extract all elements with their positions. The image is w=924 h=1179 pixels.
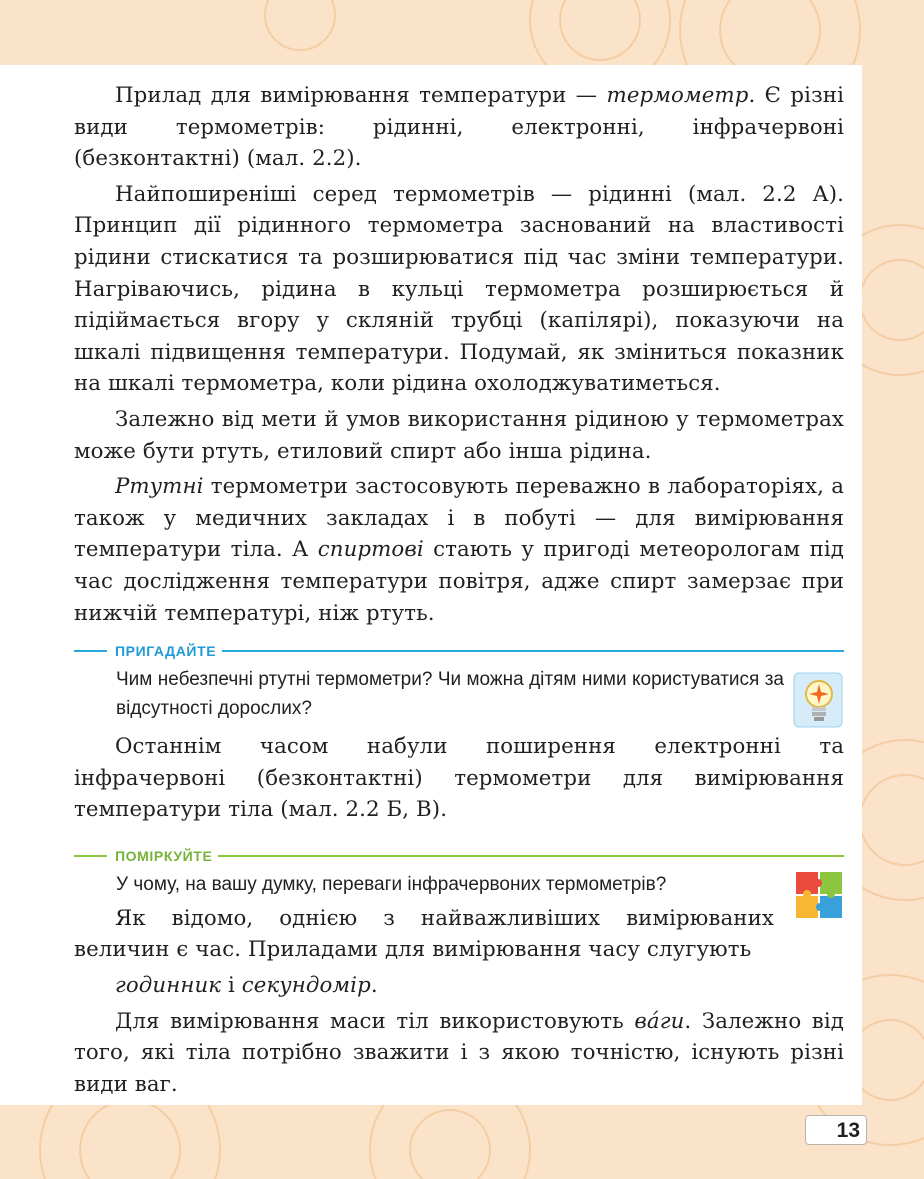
think-header [74,848,844,864]
paragraph: Для вимірювання маси тіл використовують вáги. Залежно від того, які тіла потрібно зважити і з якою точністю, існують різні види ваг. [74,1008,845,1097]
remember-header [74,643,844,659]
think-title: ПОМІРКУЙТЕ [115,847,213,864]
paragraph: Останнім часом набули поширення електронні та інфрачервоні (безконтактні) термометри для вимірювання температури тіла (мал. 2.2 Б, В). [74,734,844,823]
page-number: 13 [805,1115,867,1145]
remember-text: Чим небезпечні ртутні термометри? Чи можна дітям ними користуватися за відсутності дорослих? [116,669,784,720]
paragraph: Ртутні термометри застосовують переважно в лабораторіях, а також у медичних закладах і в побуті — для вимірювання температури тіла. А спиртові стають у пригоді метеорологам під час дослідження температури повітря, адже спирт замерзає при нижчій температурі, ніж ртуть. [74,474,844,626]
puzzle-icon [794,866,844,922]
lightbulb-icon [793,672,843,728]
remember-title: ПРИГАДАЙТЕ [115,643,217,660]
paragraph: Найпоширеніші серед термометрів — рідинні (мал. 2.2 А). Принцип дії рідинного термометра заснований на властивості рідини стискатися та розширюватися під час зміни температури. Нагріваючись, рідина в кульці термометра розширюється й підіймається вгору у скляній трубці (капілярі), показуючи на шкалі підвищення температури. Подумай, як зміниться показник на шкалі термометра, коли рідина охолоджуватиметься. [74,181,844,397]
paragraph: годинник і секундомір. [115,973,378,999]
paragraph: Прилад для вимірювання температури — термометр. Є різні види термометрів: рідинні, електронні, інфрачервоні (безконтактні) (мал. 2.2). [74,83,844,172]
paragraph: Залежно від мети й умов використання рідиною у термометрах може бути ртуть, етиловий спирт або інша рідина. [74,406,844,464]
think-text: У чому, на вашу думку, переваги інфрачервоних термометрів? [116,873,667,895]
page-content [74,80,844,1104]
paragraph: Як відомо, однією з найважливіших вимірюваних величин є час. Приладами для вимірювання часу слугують [74,905,774,963]
